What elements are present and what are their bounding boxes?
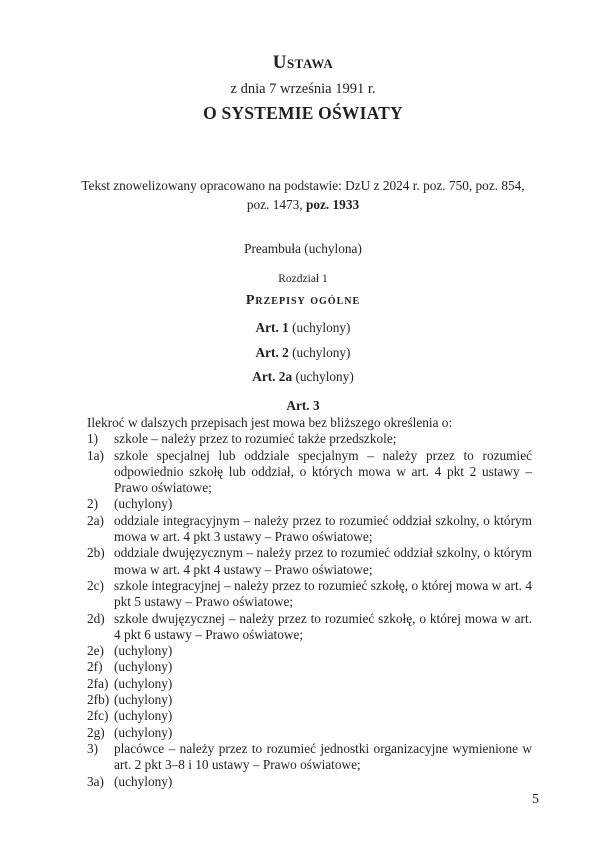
item-text: (uchylony) [114,708,173,724]
item-label: 1) [87,431,99,447]
page-number: 5 [532,792,539,807]
list-item [87,611,532,644]
article-number: Art. 3 [286,398,320,413]
item-label: 2e) [87,643,104,659]
basis-text: Tekst znowelizowany opracowano na podstawie: DzU z 2024 r. poz. 750, poz. 854, poz. 1473, [81,178,525,212]
item-label: 2d) [87,610,105,626]
item-text: (uchylony) [114,724,173,740]
article-2 [0,345,606,361]
item-text: szkole – należy przez to rozumieć także przedszkole; [114,431,397,447]
item-label: 3) [87,740,99,756]
basis-bold: poz. 1933 [305,197,360,212]
item-label: 2) [87,496,99,512]
item-label: 2g) [87,724,105,740]
definition-list [87,431,532,790]
item-text: oddziale dwujęzycznym – należy przez to rozumieć oddział szkolny, o którym mowa w art. 4 pkt 4 ustawy – Prawo oświatowe; [114,545,532,577]
chapter-number: Rozdział 1 [278,273,328,285]
list-item [87,708,532,724]
article-number: Art. 2 [255,345,289,360]
document-title: Ustawa [272,52,334,73]
list-item [87,545,532,578]
item-label: 2fc) [87,708,109,724]
list-item [87,643,532,659]
article-note: (uchylony) [292,320,351,335]
list-item [87,496,532,512]
document-date: z dnia 7 września 1991 r. [230,81,376,97]
article-note: (uchylony) [292,345,351,360]
item-label: 1a) [87,447,104,463]
item-label: 3a) [87,773,104,789]
item-text: (uchylony) [114,692,173,708]
list-item [87,692,532,708]
list-item [87,578,532,611]
item-label: 2c) [87,577,104,593]
item-text: (uchylony) [114,675,173,691]
chapter-title: Przepisy ogólne [245,293,361,308]
article-1 [0,320,606,336]
list-item [87,448,532,497]
list-item [87,774,532,790]
article-note: (uchylony) [295,369,354,384]
article-number: Art. 1 [255,320,289,335]
item-label: 2a) [87,512,104,528]
list-item [87,513,532,546]
item-text: szkole integracyjnej – należy przez to rozumieć szkołę, o której mowa w art. 4 pkt 5 ustawy – Prawo oświatowe; [114,577,532,610]
list-item [87,725,532,741]
article-3-intro: Ilekroć w dalszych przepisach jest mowa bez bliższego określenia o: [87,415,453,430]
document-subject: O SYSTEMIE OŚWIATY [203,103,403,123]
article-3-body [87,415,532,790]
basis-note [80,176,526,214]
item-label: 2fb) [87,692,110,708]
preamble: Preambuła (uchylona) [244,241,362,256]
article-3-heading [0,398,606,414]
item-label: 2f) [87,659,103,675]
item-text: oddziale integracyjnym – należy przez to rozumieć oddział szkolny, o którym mowa w art. 4 pkt 3 ustawy – Prawo oświatowe; [114,512,532,545]
item-text: szkole specjalnej lub oddziale specjalnym – należy przez to rozumieć odpowiednio szkołę lub oddział, o których mowa w art. 4 pkt 2 ustawy – Prawo oświatowe; [114,447,532,496]
item-label: 2fa) [87,675,109,691]
item-label: 2b) [87,545,105,561]
item-text: (uchylony) [114,773,173,789]
list-item [87,741,532,774]
item-text: (uchylony) [114,659,173,675]
item-text: (uchylony) [114,643,173,659]
item-text: (uchylony) [114,496,173,512]
item-text: szkole dwujęzycznej – należy przez to rozumieć szkołę, o której mowa w art. 4 pkt 6 ustawy – Prawo oświatowe; [114,610,532,642]
item-text: placówce – należy przez to rozumieć jednostki organizacyjne wymienione w art. 2 pkt 3–8 i 10 ustawy – Prawo oświatowe; [114,740,532,773]
article-2a [0,369,606,385]
list-item [87,431,532,447]
list-item [87,659,532,675]
article-number: Art. 2a [252,369,293,384]
list-item [87,676,532,692]
